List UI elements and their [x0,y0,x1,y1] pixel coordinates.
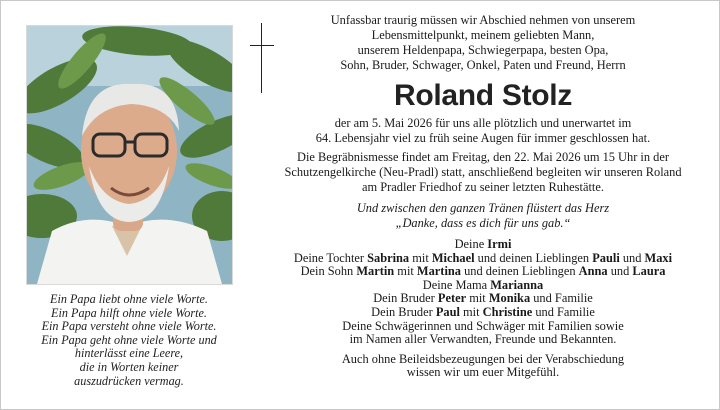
portrait-photo [26,25,233,285]
funeral-info [263,150,703,195]
poem [19,293,239,388]
family-line: Dein Bruder Peter mit Monika und Familie [373,291,593,306]
death-line: 64. Lebensjahr viel zu früh seine Augen für immer geschlossen hat. [315,131,651,145]
poem-line: Ein Papa hilft ohne viele Worte. [51,305,207,320]
family-line: Dein Bruder Paul mit Christine und Familie [371,304,595,319]
deceased-name: Roland Stolz [393,79,573,112]
poem-line: Ein Papa geht ohne viele Worte und [41,332,217,347]
death-notice [263,116,703,146]
family-line: Dein Sohn Martin mit Martina und deinen Lieblingen Anna und Laura [300,264,666,279]
death-line: der am 5. Mai 2026 für uns alle plötzlich und unerwartet im [334,116,632,130]
quote [263,201,703,231]
quote-line: Und zwischen den ganzen Tränen flüstert das Herz [356,201,610,215]
quote-line: „Danke, dass es dich für uns gab.“ [395,216,571,230]
poem-line: hinterlässt eine Leere, [74,346,184,361]
family-line: Deine Irmi [454,237,512,251]
closing-note [263,353,703,380]
intro-line: Sohn, Bruder, Schwager, Onkel, Paten und Freund, Herrn [340,58,626,72]
intro-line: Lebensmittelpunkt, meinem geliebten Mann, [371,28,595,42]
funeral-line: am Pradler Friedhof zu seiner letzten Ruhestätte. [362,180,604,194]
funeral-line: Schutzengelkirche (Neu-Pradl) statt, anschließend begleiten wir unseren Roland [284,165,682,179]
poem-line: die in Worten keiner [79,359,179,374]
intro-line: unserem Heldenpapa, Schwiegerpapa, besten Opa, [357,43,609,57]
family-list [263,238,703,347]
notice-text [263,9,703,380]
closing-line: wissen wir um euer Mitgefühl. [406,365,560,380]
poem-line: auszudrücken vermag. [74,373,184,388]
family-line: Deine Tochter Sabrina mit Michael und deinen Lieblingen Pauli und Maxi [293,250,673,265]
family-line: im Namen aller Verwandten, Freunde und Bekannten. [349,332,617,347]
closing-line: Auch ohne Beileidsbezeugungen bei der Verabschiedung [341,351,625,366]
intro [263,13,703,73]
family-line: Deine Mama Marianna [422,277,544,292]
family-line: Deine Schwägerinnen und Schwäger mit Familien sowie [342,318,624,333]
poem-line: Ein Papa liebt ohne viele Worte. [50,292,208,306]
poem-line: Ein Papa versteht ohne viele Worte. [41,319,217,334]
intro-line: Unfassbar traurig müssen wir Abschied nehmen von unserem [330,13,636,27]
funeral-line: Die Begräbnismesse findet am Freitag, den 22. Mai 2026 um 15 Uhr in der [297,150,669,164]
